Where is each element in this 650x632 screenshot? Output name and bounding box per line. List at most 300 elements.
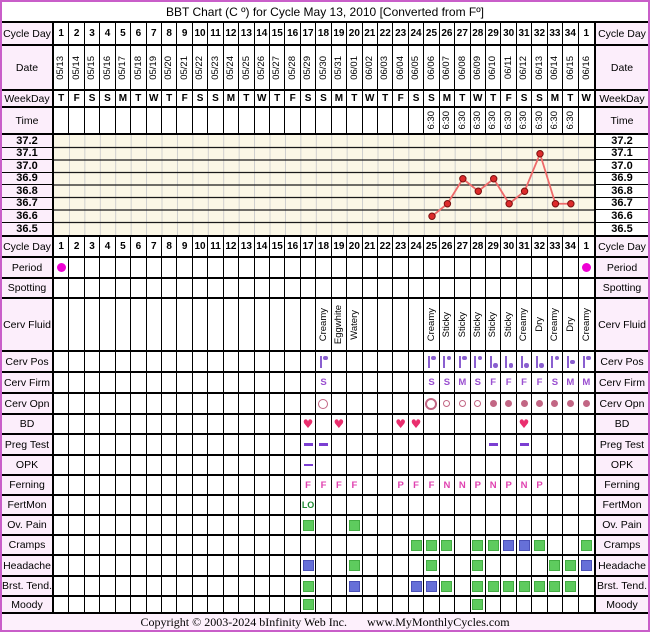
spotting-cell-4 <box>100 279 115 297</box>
cervpos-cell-29 <box>486 352 501 371</box>
fertmon-cell-11 <box>208 496 223 514</box>
cervfluid-value: Eggwhite <box>333 304 345 345</box>
cervfluid-cell-20 <box>347 299 362 350</box>
cervopn-cell-8 <box>162 394 177 413</box>
fertmon-cell-5 <box>116 496 131 514</box>
cervfluid-cell-8 <box>162 299 177 350</box>
green-square-icon <box>472 581 483 592</box>
bd-cell-3 <box>85 415 100 433</box>
ferning-cell-31 <box>517 476 532 494</box>
weekday-cell-11 <box>208 91 223 106</box>
cervfirm-cell-11 <box>208 373 223 392</box>
cycleday2-day-number: 4 <box>104 241 111 252</box>
date-cell-17 <box>301 46 316 89</box>
temperature-section <box>2 135 648 237</box>
cramps-cell-33 <box>548 536 563 554</box>
cervix-position-dot <box>570 360 575 365</box>
pregtest-cell-20 <box>347 435 362 454</box>
spotting-cell-28 <box>471 279 486 297</box>
cycleday2-day-number: 29 <box>487 241 499 252</box>
cervfluid-value: Dry <box>564 317 576 332</box>
time-cell-6 <box>131 108 146 133</box>
cervopn-cell-19 <box>332 394 347 413</box>
time-value: 6:30 <box>549 111 561 130</box>
ovpain-cell-9 <box>177 516 192 534</box>
cervfirm-cell-5 <box>116 373 131 392</box>
brsttend-cell-15 <box>270 577 285 595</box>
cycleday-cell-6 <box>131 23 146 44</box>
cycleday-day-number: 12 <box>225 28 237 39</box>
ferning-cell-18 <box>316 476 331 494</box>
cramps-cell-19 <box>332 536 347 554</box>
row-label-fertmon-r: FertMon <box>594 496 648 514</box>
cycleday2-cell-1 <box>54 237 69 256</box>
dash-mark-icon <box>489 443 498 446</box>
cervix-position-icon-high <box>473 356 482 368</box>
cervopn-cell-4 <box>100 394 115 413</box>
cervpos-cell-35 <box>579 352 594 371</box>
cycleday-cell-12 <box>224 23 239 44</box>
headache-cell-9 <box>177 556 192 575</box>
cervfirm-cell-17 <box>301 373 316 392</box>
weekday-day-number: T <box>166 93 173 104</box>
date-cell-32 <box>532 46 547 89</box>
cervopn-cell-26 <box>440 394 455 413</box>
cervfirm-value: S <box>428 377 435 388</box>
cycleday2-cell-33 <box>548 237 563 256</box>
period-cell-24 <box>409 258 424 277</box>
bbt-point-day31 <box>521 188 527 194</box>
ovpain-cell-2 <box>69 516 84 534</box>
row-label-cervfluid-r: Cerv Fluid <box>594 299 648 350</box>
blue-square-icon <box>519 540 530 551</box>
cervopn-cell-34 <box>563 394 578 413</box>
moody-cell-30 <box>501 597 516 612</box>
time-cell-15 <box>270 108 285 133</box>
time-cell-24 <box>409 108 424 133</box>
ovpain-cell-1 <box>54 516 69 534</box>
cramps-cell-31 <box>517 536 532 554</box>
cervfluid-cell-34 <box>563 299 578 350</box>
weekday-day-number: W <box>149 93 159 104</box>
weekday-day-number: S <box>428 93 435 104</box>
cervix-opening-icon-open-small <box>459 400 466 407</box>
spotting-cell-21 <box>363 279 378 297</box>
period-cell-23 <box>393 258 408 277</box>
cycleday-day-number: 33 <box>549 28 561 39</box>
cycleday2-day-number: 15 <box>271 241 283 252</box>
cervfirm-value: M <box>582 377 591 388</box>
opk-cell-3 <box>85 456 100 474</box>
cycleday2-day-number: 18 <box>317 241 330 252</box>
cycleday2-cell-34 <box>563 237 578 256</box>
cervpos-cell-24 <box>409 352 424 371</box>
date-cell-11 <box>208 46 223 89</box>
cycleday2-day-number: 1 <box>583 241 590 252</box>
pregtest-cell-17 <box>301 435 316 454</box>
headache-cell-11 <box>208 556 223 575</box>
cervfluid-cell-12 <box>224 299 239 350</box>
pregtest-cell-16 <box>285 435 300 454</box>
cervix-opening-icon-closed-dot <box>490 400 497 407</box>
ovpain-cell-8 <box>162 516 177 534</box>
temp-tick-left-37.1: 37.1 <box>2 148 52 161</box>
ferning-cell-35 <box>579 476 594 494</box>
date-value: 05/22 <box>194 55 206 80</box>
ovpain-cell-18 <box>316 516 331 534</box>
date-value: 06/16 <box>580 55 592 80</box>
weekday-day-number: F <box>73 93 80 104</box>
headache-cell-32 <box>532 556 547 575</box>
cervfluid-cell-23 <box>393 299 408 350</box>
weekday-day-number: S <box>196 93 204 104</box>
fertmon-cell-18 <box>316 496 331 514</box>
brsttend-cell-22 <box>378 577 393 595</box>
fertmon-cell-4 <box>100 496 115 514</box>
cervopn-cell-31 <box>517 394 532 413</box>
cycleday2-cell-27 <box>455 237 470 256</box>
bd-cell-31 <box>517 415 532 433</box>
cramps-cell-26 <box>440 536 455 554</box>
time-cell-27 <box>455 108 470 133</box>
ovpain-cell-26 <box>440 516 455 534</box>
pregtest-cell-10 <box>193 435 208 454</box>
cervfluid-value: Sticky <box>456 311 468 338</box>
blue-square-icon <box>503 540 514 551</box>
green-square-icon <box>303 581 314 592</box>
cramps-cell-32 <box>532 536 547 554</box>
cervix-position-icon-low <box>489 356 498 368</box>
moody-cell-3 <box>85 597 100 612</box>
time-cell-4 <box>100 108 115 133</box>
pregtest-cell-23 <box>393 435 408 454</box>
weekday-day-number: T <box>382 93 389 104</box>
date-value: 05/19 <box>148 55 160 80</box>
ferning-cell-16 <box>285 476 300 494</box>
weekday-day-number: M <box>118 93 128 104</box>
period-cell-28 <box>471 258 486 277</box>
period-cell-33 <box>548 258 563 277</box>
headache-cell-24 <box>409 556 424 575</box>
moody-cell-35 <box>579 597 594 612</box>
ovpain-cell-11 <box>208 516 223 534</box>
cervopn-cell-18 <box>316 394 331 413</box>
period-cell-10 <box>193 258 208 277</box>
fertmon-cell-28 <box>471 496 486 514</box>
row-label-cervopn-l: Cerv Opn <box>2 394 54 413</box>
brsttend-cell-8 <box>162 577 177 595</box>
dash-mark-icon <box>304 464 313 467</box>
fertmon-cell-27 <box>455 496 470 514</box>
pregtest-cell-34 <box>563 435 578 454</box>
opk-cell-2 <box>69 456 84 474</box>
cervix-position-bar <box>443 356 445 368</box>
brsttend-cell-5 <box>116 577 131 595</box>
cervfluid-value: Creamy <box>580 307 592 342</box>
cycleday2-day-number: 27 <box>456 241 468 252</box>
row-spotting <box>2 279 648 299</box>
cervfluid-cell-7 <box>147 299 162 350</box>
cervpos-cell-6 <box>131 352 146 371</box>
date-cell-12 <box>224 46 239 89</box>
weekday-cell-1 <box>54 91 69 106</box>
green-square-icon <box>472 560 483 571</box>
cervfirm-cell-16 <box>285 373 300 392</box>
cycleday2-cell-18 <box>316 237 331 256</box>
temp-plot-area <box>54 135 594 235</box>
date-value: 05/26 <box>256 55 268 80</box>
brsttend-cell-20 <box>347 577 362 595</box>
cycleday-day-number: 10 <box>194 28 206 39</box>
opk-cell-4 <box>100 456 115 474</box>
cramps-cell-35 <box>579 536 594 554</box>
cervopn-cell-20 <box>347 394 362 413</box>
cervopn-cell-35 <box>579 394 594 413</box>
moody-cell-25 <box>424 597 439 612</box>
cycleday2-day-number: 21 <box>364 241 376 252</box>
spotting-cell-15 <box>270 279 285 297</box>
temp-tick-right-36.8: 36.8 <box>596 185 648 198</box>
date-cell-21 <box>363 46 378 89</box>
weekday-cell-22 <box>378 91 393 106</box>
cervfirm-cell-23 <box>393 373 408 392</box>
row-label-spotting-l: Spotting <box>2 279 54 297</box>
cycleday-cell-32 <box>532 23 547 44</box>
fertmon-cell-9 <box>177 496 192 514</box>
cycleday2-cell-22 <box>378 237 393 256</box>
moody-cell-6 <box>131 597 146 612</box>
cycleday-day-number: 22 <box>379 28 391 39</box>
ovpain-cell-24 <box>409 516 424 534</box>
cervfirm-value: F <box>505 377 512 388</box>
pregtest-cell-30 <box>501 435 516 454</box>
bd-cell-35 <box>579 415 594 433</box>
bd-cell-32 <box>532 415 547 433</box>
spotting-cell-24 <box>409 279 424 297</box>
cycleday2-cell-17 <box>301 237 316 256</box>
brsttend-cell-23 <box>393 577 408 595</box>
cycleday2-day-number: 19 <box>333 241 345 252</box>
headache-cell-15 <box>270 556 285 575</box>
cervopn-cell-9 <box>177 394 192 413</box>
row-time <box>2 108 648 135</box>
cramps-cell-27 <box>455 536 470 554</box>
weekday-day-number: F <box>289 93 296 104</box>
cervfirm-cell-8 <box>162 373 177 392</box>
period-cell-25 <box>424 258 439 277</box>
cycleday-cell-2 <box>69 23 84 44</box>
opk-cell-27 <box>455 456 470 474</box>
spotting-cell-29 <box>486 279 501 297</box>
opk-cell-10 <box>193 456 208 474</box>
cramps-cell-17 <box>301 536 316 554</box>
cervfirm-cell-25 <box>424 373 439 392</box>
cervpos-cell-28 <box>471 352 486 371</box>
cycleday2-day-number: 3 <box>89 241 95 252</box>
green-square-icon <box>534 540 545 551</box>
pregtest-cell-28 <box>471 435 486 454</box>
cervfirm-cell-12 <box>224 373 239 392</box>
row-label-brsttend-r: Brst. Tend. <box>594 577 648 595</box>
cervopn-cell-25 <box>424 394 439 413</box>
cycleday-cell-5 <box>116 23 131 44</box>
ovpain-cell-28 <box>471 516 486 534</box>
weekday-day-number: T <box>351 93 358 104</box>
brsttend-cell-13 <box>239 577 254 595</box>
headache-cell-26 <box>440 556 455 575</box>
brsttend-cell-29 <box>486 577 501 595</box>
bd-cell-2 <box>69 415 84 433</box>
date-value: 05/20 <box>163 55 175 80</box>
period-cell-27 <box>455 258 470 277</box>
weekday-cell-6 <box>131 91 146 106</box>
time-value: 6:30 <box>502 111 514 130</box>
date-cell-9 <box>177 46 192 89</box>
cycleday-cell-22 <box>378 23 393 44</box>
row-label-fertmon-l: FertMon <box>2 496 54 514</box>
headache-cell-21 <box>363 556 378 575</box>
brsttend-cell-35 <box>579 577 594 595</box>
row-label-bd-l: BD <box>2 415 54 433</box>
cervfirm-cell-33 <box>548 373 563 392</box>
pregtest-cell-21 <box>363 435 378 454</box>
brsttend-cell-4 <box>100 577 115 595</box>
ferning-value: N <box>443 479 451 491</box>
cervfluid-value: Sticky <box>441 311 453 338</box>
cervfluid-cell-29 <box>486 299 501 350</box>
green-square-icon <box>565 581 576 592</box>
row-label-opk-r: OPK <box>594 456 648 474</box>
ferning-cell-10 <box>193 476 208 494</box>
cervix-position-bar <box>583 356 585 368</box>
cervfluid-cell-1 <box>54 299 69 350</box>
cycleday-day-number: 18 <box>317 28 330 39</box>
ovpain-cell-6 <box>131 516 146 534</box>
cramps-cell-8 <box>162 536 177 554</box>
green-square-icon <box>441 540 452 551</box>
ferning-cell-26 <box>440 476 455 494</box>
temp-tick-right-36.6: 36.6 <box>596 210 648 223</box>
pregtest-cell-4 <box>100 435 115 454</box>
cycleday2-cell-26 <box>440 237 455 256</box>
ovpain-cell-35 <box>579 516 594 534</box>
date-value: 06/07 <box>441 55 453 80</box>
cycleday2-day-number: 1 <box>58 241 64 252</box>
cycleday2-cell-19 <box>332 237 347 256</box>
green-square-icon <box>441 581 452 592</box>
bd-cell-10 <box>193 415 208 433</box>
date-value: 05/13 <box>55 55 67 80</box>
pregtest-cell-31 <box>517 435 532 454</box>
brsttend-cell-28 <box>471 577 486 595</box>
cycleday-day-number: 29 <box>487 28 499 39</box>
ferning-cell-11 <box>208 476 223 494</box>
temp-tick-right-37.2: 37.2 <box>596 135 648 148</box>
moody-cell-11 <box>208 597 223 612</box>
pregtest-cell-15 <box>270 435 285 454</box>
ferning-cell-25 <box>424 476 439 494</box>
time-cell-33 <box>548 108 563 133</box>
weekday-day-number: W <box>473 93 483 104</box>
cervfirm-cell-19 <box>332 373 347 392</box>
cycleday-day-number: 21 <box>364 28 376 39</box>
opk-cell-14 <box>255 456 270 474</box>
row-label-bd-r: BD <box>594 415 648 433</box>
cervfirm-cell-30 <box>501 373 516 392</box>
opk-cell-23 <box>393 456 408 474</box>
ovpain-cell-5 <box>116 516 131 534</box>
dash-mark-icon <box>319 443 328 446</box>
period-cell-22 <box>378 258 393 277</box>
date-cell-3 <box>85 46 100 89</box>
cycleday2-cell-6 <box>131 237 146 256</box>
cervpos-cell-19 <box>332 352 347 371</box>
headache-cell-30 <box>501 556 516 575</box>
period-cell-30 <box>501 258 516 277</box>
fertmon-cell-17 <box>301 496 316 514</box>
bd-cell-6 <box>131 415 146 433</box>
ferning-cell-3 <box>85 476 100 494</box>
cycleday-day-number: 15 <box>271 28 283 39</box>
date-value: 06/04 <box>394 55 406 80</box>
ferning-cell-33 <box>548 476 563 494</box>
bd-cell-1 <box>54 415 69 433</box>
ferning-value: F <box>413 479 419 491</box>
moody-cell-16 <box>285 597 300 612</box>
time-cell-8 <box>162 108 177 133</box>
row-label-moody-r: Moody <box>594 597 648 612</box>
bd-cell-30 <box>501 415 516 433</box>
temp-axis-left <box>2 135 54 235</box>
cervfirm-value: S <box>443 377 451 388</box>
chart-grid <box>2 23 648 614</box>
ovpain-cell-7 <box>147 516 162 534</box>
row-label-cramps-r: Cramps <box>594 536 648 554</box>
date-cell-29 <box>486 46 501 89</box>
headache-cell-31 <box>517 556 532 575</box>
cervpos-cell-21 <box>363 352 378 371</box>
ferning-cell-12 <box>224 476 239 494</box>
opk-cell-20 <box>347 456 362 474</box>
date-value: 05/31 <box>333 55 345 80</box>
date-cell-5 <box>116 46 131 89</box>
row-cycleday <box>2 23 648 46</box>
bd-cell-13 <box>239 415 254 433</box>
pregtest-cell-19 <box>332 435 347 454</box>
brsttend-cell-16 <box>285 577 300 595</box>
green-square-icon <box>549 581 560 592</box>
time-cell-21 <box>363 108 378 133</box>
cycleday2-day-number: 31 <box>518 241 530 252</box>
cervfluid-cell-35 <box>579 299 594 350</box>
cycleday-day-number: 1 <box>58 28 64 39</box>
cervfirm-cell-7 <box>147 373 162 392</box>
period-cell-20 <box>347 258 362 277</box>
ferning-cell-32 <box>532 476 547 494</box>
weekday-cell-7 <box>147 91 162 106</box>
ovpain-cell-21 <box>363 516 378 534</box>
cervpos-cell-25 <box>424 352 439 371</box>
date-cell-22 <box>378 46 393 89</box>
period-cell-13 <box>239 258 254 277</box>
cervix-opening-icon-open-medium <box>318 399 328 409</box>
weekday-day-number: W <box>581 93 591 104</box>
green-square-icon <box>472 540 483 551</box>
time-cell-32 <box>532 108 547 133</box>
cervix-position-icon-low <box>520 356 529 368</box>
time-value: 6:30 <box>518 111 530 130</box>
cramps-cell-15 <box>270 536 285 554</box>
